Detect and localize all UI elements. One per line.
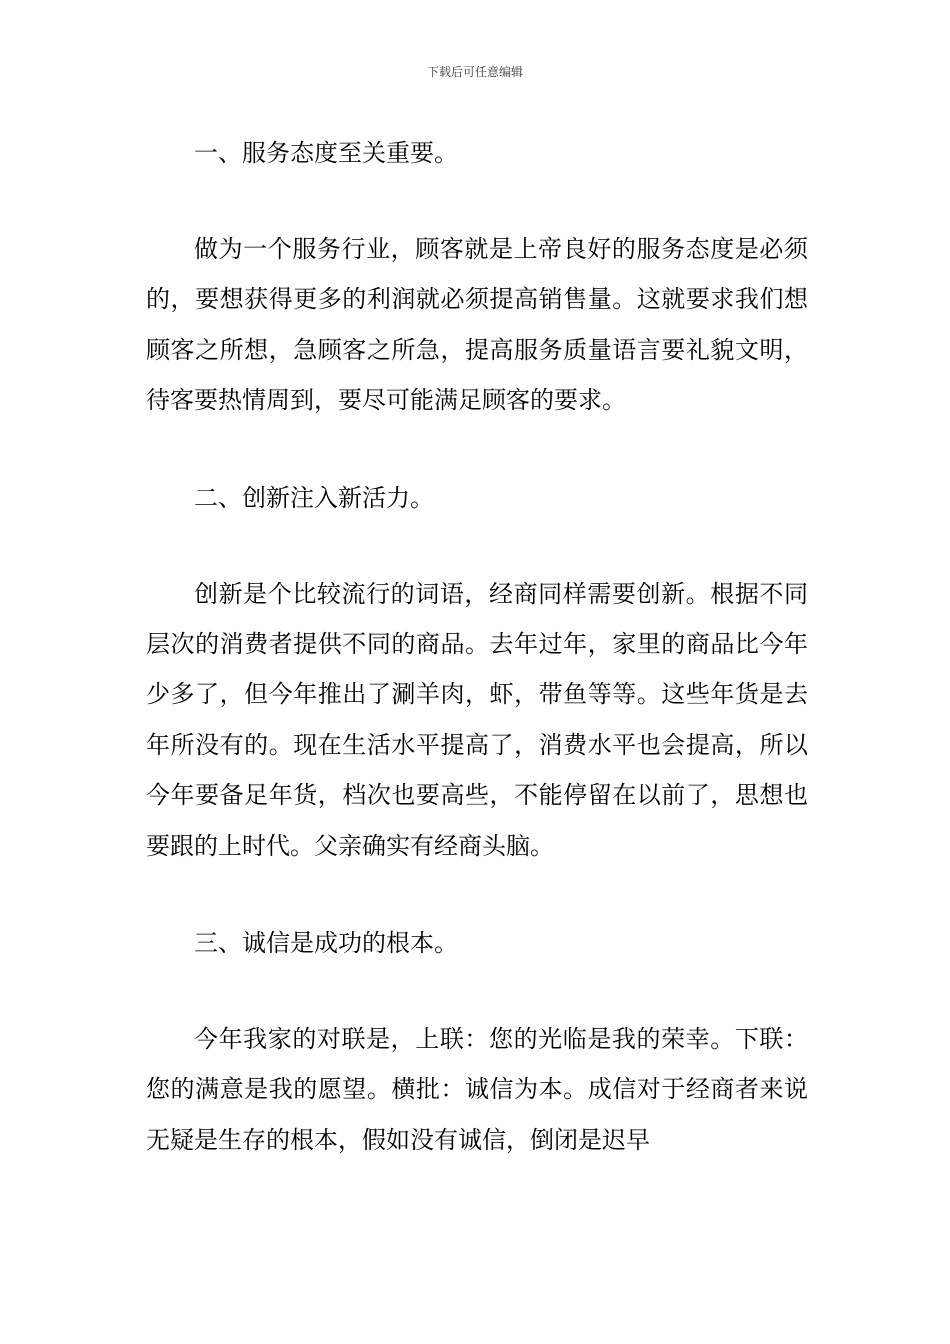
section-paragraph-1: 做为一个服务行业，顾客就是上帝良好的服务态度是必须的，要想获得更多的利润就必须提高销售量。这就要求我们想顾客之所想，急顾客之所急，提高服务质量语言要礼貌文明，待客要热情周到，要尽可能满足顾客的要求。 xyxy=(146,235,808,415)
section-paragraph-2: 创新是个比较流行的词语，经商同样需要创新。根据不同层次的消费者提供不同的商品。去年过年，家里的商品比今年少多了，但今年推出了涮羊肉，虾，带鱼等等。这些年货是去年所没有的。现在生活水平提高了，消费水平也会提高，所以今年要备足年货，档次也要高些，不能停留在以前了，思想也要跟的上时代。父亲确实有经商头脑。 xyxy=(146,579,808,860)
section-heading-1: 一、服务态度至关重要。 xyxy=(194,139,458,167)
section-paragraph-3: 今年我家的对联是，上联：您的光临是我的荣幸。下联：您的满意是我的愿望。横批：诚信为本。成信对于经商者来说无疑是生存的根本，假如没有诚信，倒闭是迟早 xyxy=(146,1025,808,1154)
section-heading-2: 二、创新注入新活力。 xyxy=(194,483,434,512)
section-heading-3: 三、诚信是成功的根本。 xyxy=(194,929,458,958)
document-body xyxy=(146,128,808,1165)
running-header: 下载后可任意编辑 xyxy=(426,65,523,79)
